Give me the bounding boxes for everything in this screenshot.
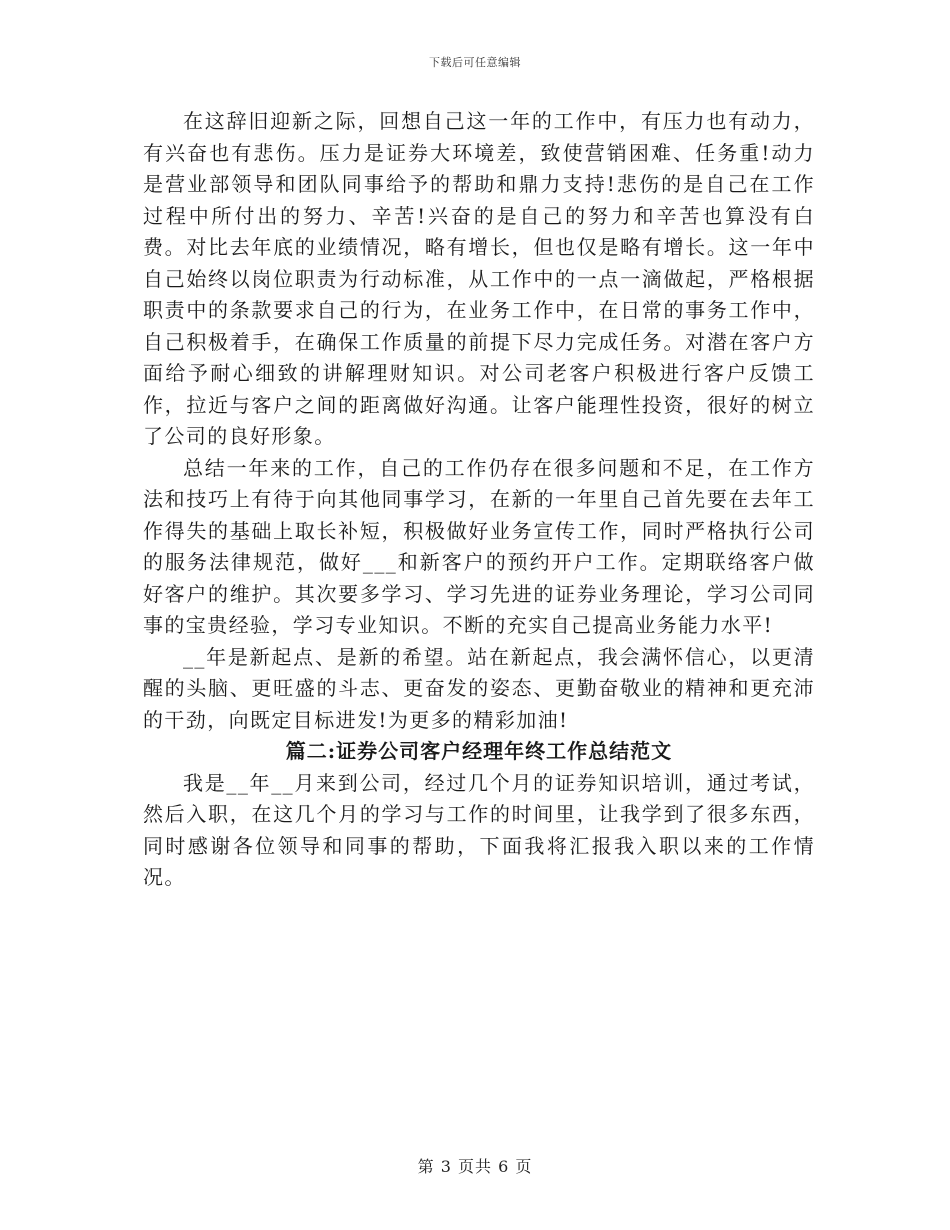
section-paragraph-1: 我是__年__月来到公司，经过几个月的证券知识培训，通过考试，然后入职，在这几个月的学习与工作的时间里，让我学到了很多东西，同时感谢各位领导和同事的帮助，下面我将汇报我入职以来的工作情况。: [143, 770, 815, 889]
section-title: 篇二:证券公司客户经理年终工作总结范文: [285, 739, 673, 763]
body-paragraph-2: 总结一年来的工作，自己的工作仍存在很多问题和不足，在工作方法和技巧上有待于向其他同事学习，在新的一年里自己首先要在去年工作得失的基础上取长补短，积极做好业务宣传工作，同时严格执行公司的服务法律规范，做好___和新客户的预约开户工作。定期联络客户做好客户的维护。其次要多学习、学习先进的证券业务理论，学习公司同事的宝贵经验，学习专业知识。不断的充实自己提高业务能力水平!: [143, 455, 815, 637]
page-header-note: 下载后可任意编辑: [429, 56, 521, 69]
body-paragraph-3: __年是新起点、是新的希望。站在新起点，我会满怀信心，以更清醒的头脑、更旺盛的斗志、更奋发的姿态、更勤奋敬业的精神和更充沛的干劲，向既定目标进发!为更多的精彩加油!: [143, 644, 815, 732]
document-body: [143, 106, 815, 894]
page-number-footer: 第 3 页共 6 页: [417, 1157, 533, 1176]
body-paragraph-1: 在这辞旧迎新之际，回想自己这一年的工作中，有压力也有动力，有兴奋也有悲伤。压力是证券大环境差，致使营销困难、任务重!动力是营业部领导和团队同事给予的帮助和鼎力支持!悲伤的是自己在工作过程中所付出的努力、辛苦!兴奋的是自己的努力和辛苦也算没有白费。对比去年底的业绩情况，略有增长，但也仅是略有增长。这一年中自己始终以岗位职责为行动标准，从工作中的一点一滴做起，严格根据职责中的条款要求自己的行为，在业务工作中，在日常的事务工作中，自己积极着手，在确保工作质量的前提下尽力完成任务。对潜在客户方面给予耐心细致的讲解理财知识。对公司老客户积极进行客户反馈工作，拉近与客户之间的距离做好沟通。让客户能理性投资，很好的树立了公司的良好形象。: [143, 109, 815, 448]
